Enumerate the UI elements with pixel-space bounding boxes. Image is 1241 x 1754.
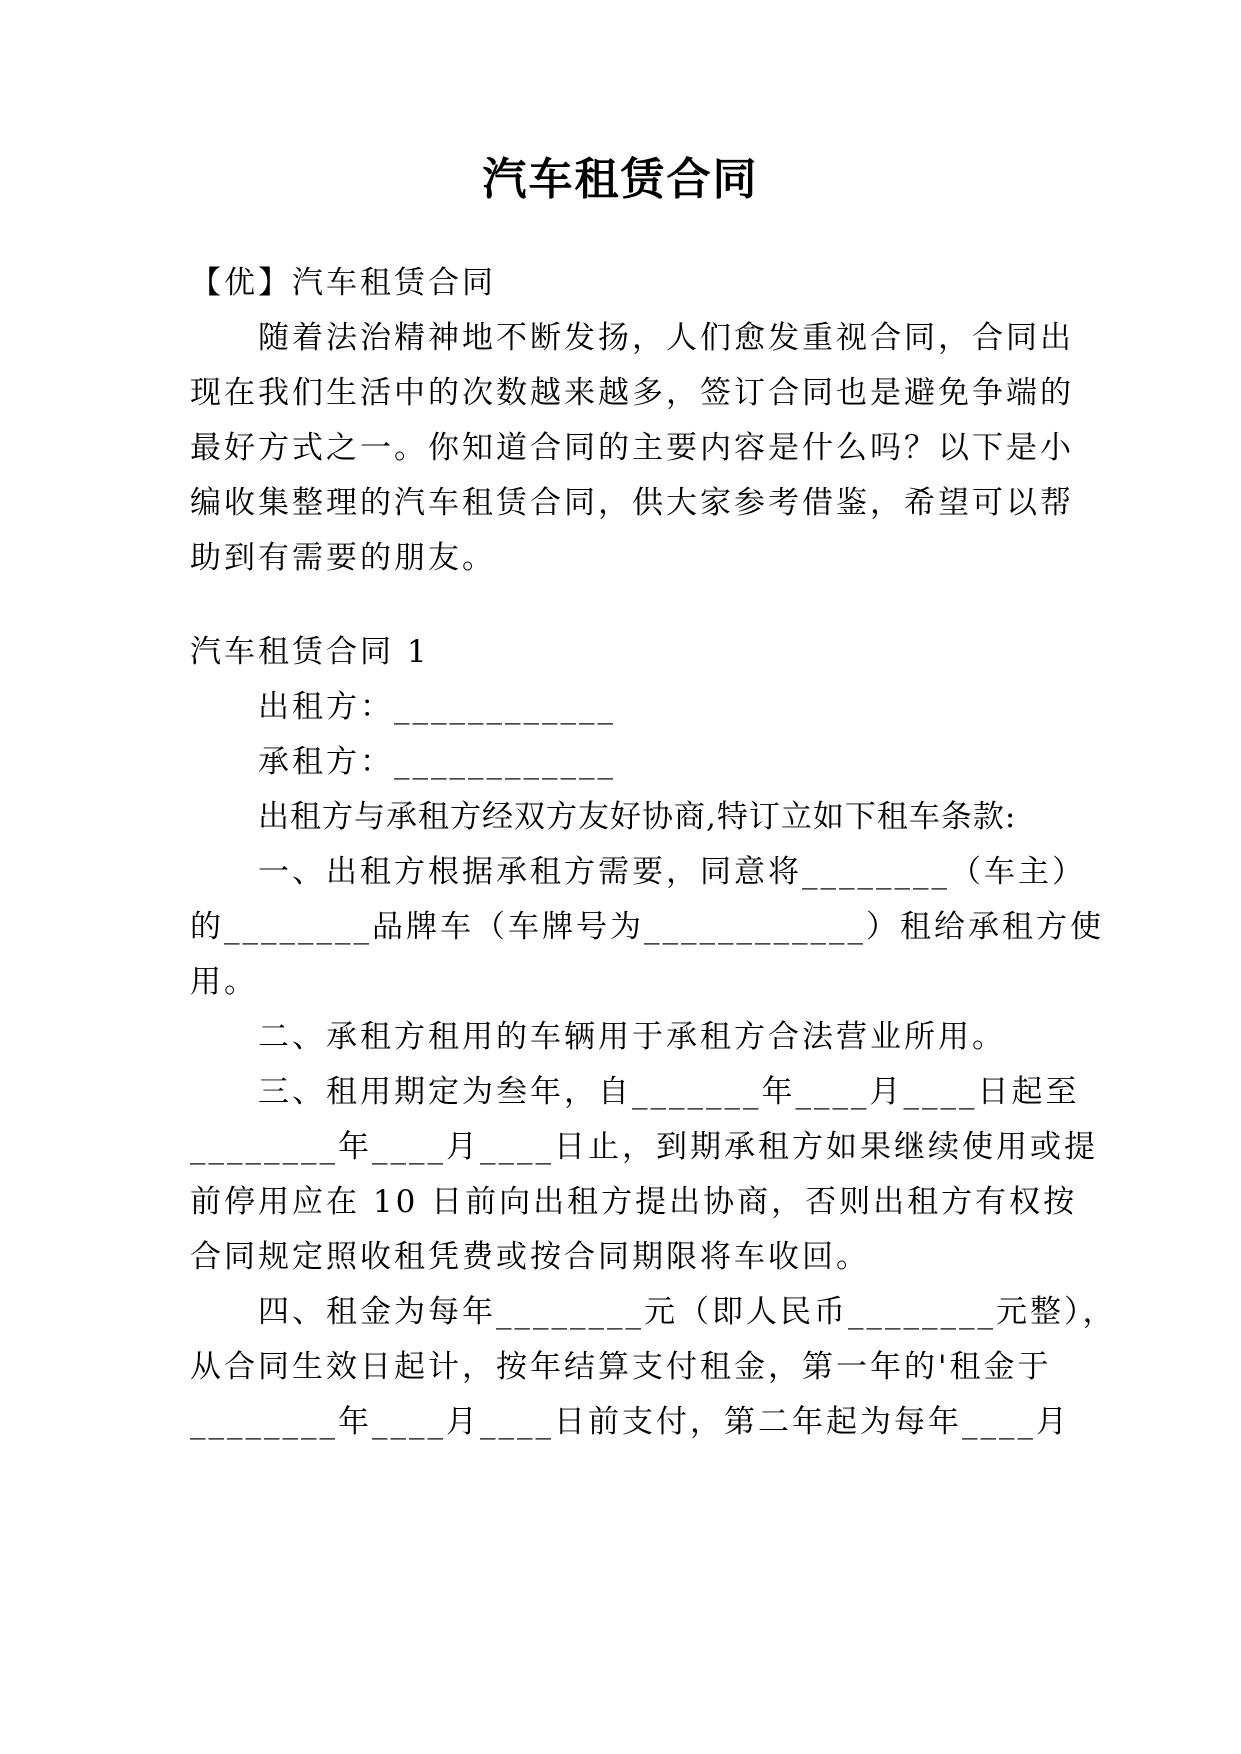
intro-paragraph-line: 助到有需要的朋友。: [190, 540, 496, 576]
intro-paragraph-line: 编收集整理的汽车租赁合同，供大家参考借鉴，希望可以帮: [190, 485, 1074, 521]
intro-paragraph-line: 随着法治精神地不断发扬，人们愈发重视合同，合同出: [258, 320, 1074, 356]
contract-heading: 汽车租赁合同 1: [190, 634, 430, 670]
document-subtitle: 【优】汽车租赁合同: [190, 265, 496, 301]
clause-3-line: 前停用应在 10 日前向出租方提出协商，否则出租方有权按: [190, 1184, 1078, 1220]
lessor-field: 出租方：____________: [258, 689, 616, 725]
clause-1-line: 的________品牌车（车牌号为____________）租给承租方使: [190, 909, 1104, 945]
lessee-field: 承租方：____________: [258, 744, 616, 780]
clause-4-line: ________年____月____日前支付，第二年起为每年____月: [190, 1404, 1070, 1440]
clause-2-line: 二、承租方租用的车辆用于承租方合法营业所用。: [258, 1019, 1006, 1055]
clause-3-line: 合同规定照收租凭费或按合同期限将车收回。: [190, 1239, 870, 1275]
agreement-intro: 出租方与承租方经双方友好协商,特订立如下租车条款:: [258, 799, 1017, 835]
clause-4-line: 四、租金为每年________元（即人民币________元整），: [258, 1294, 1117, 1330]
document-title: 汽车租赁合同: [482, 154, 759, 205]
clause-4-line: 从合同生效日起计，按年结算支付租金，第一年的'租金于: [190, 1349, 1052, 1385]
clause-3-line: 三、租用期定为叁年，自_______年____月____日起至: [258, 1074, 1080, 1110]
clause-1-line: 一、出租方根据承租方需要，同意将________（车主）: [258, 854, 1086, 890]
clause-3-line: ________年____月____日止，到期承租方如果继续使用或提: [190, 1129, 1098, 1165]
clause-1-line: 用。: [190, 964, 258, 1000]
intro-paragraph-line: 现在我们生活中的次数越来越多，签订合同也是避免争端的: [190, 375, 1074, 411]
intro-paragraph-line: 最好方式之一。你知道合同的主要内容是什么吗？以下是小: [190, 430, 1074, 466]
